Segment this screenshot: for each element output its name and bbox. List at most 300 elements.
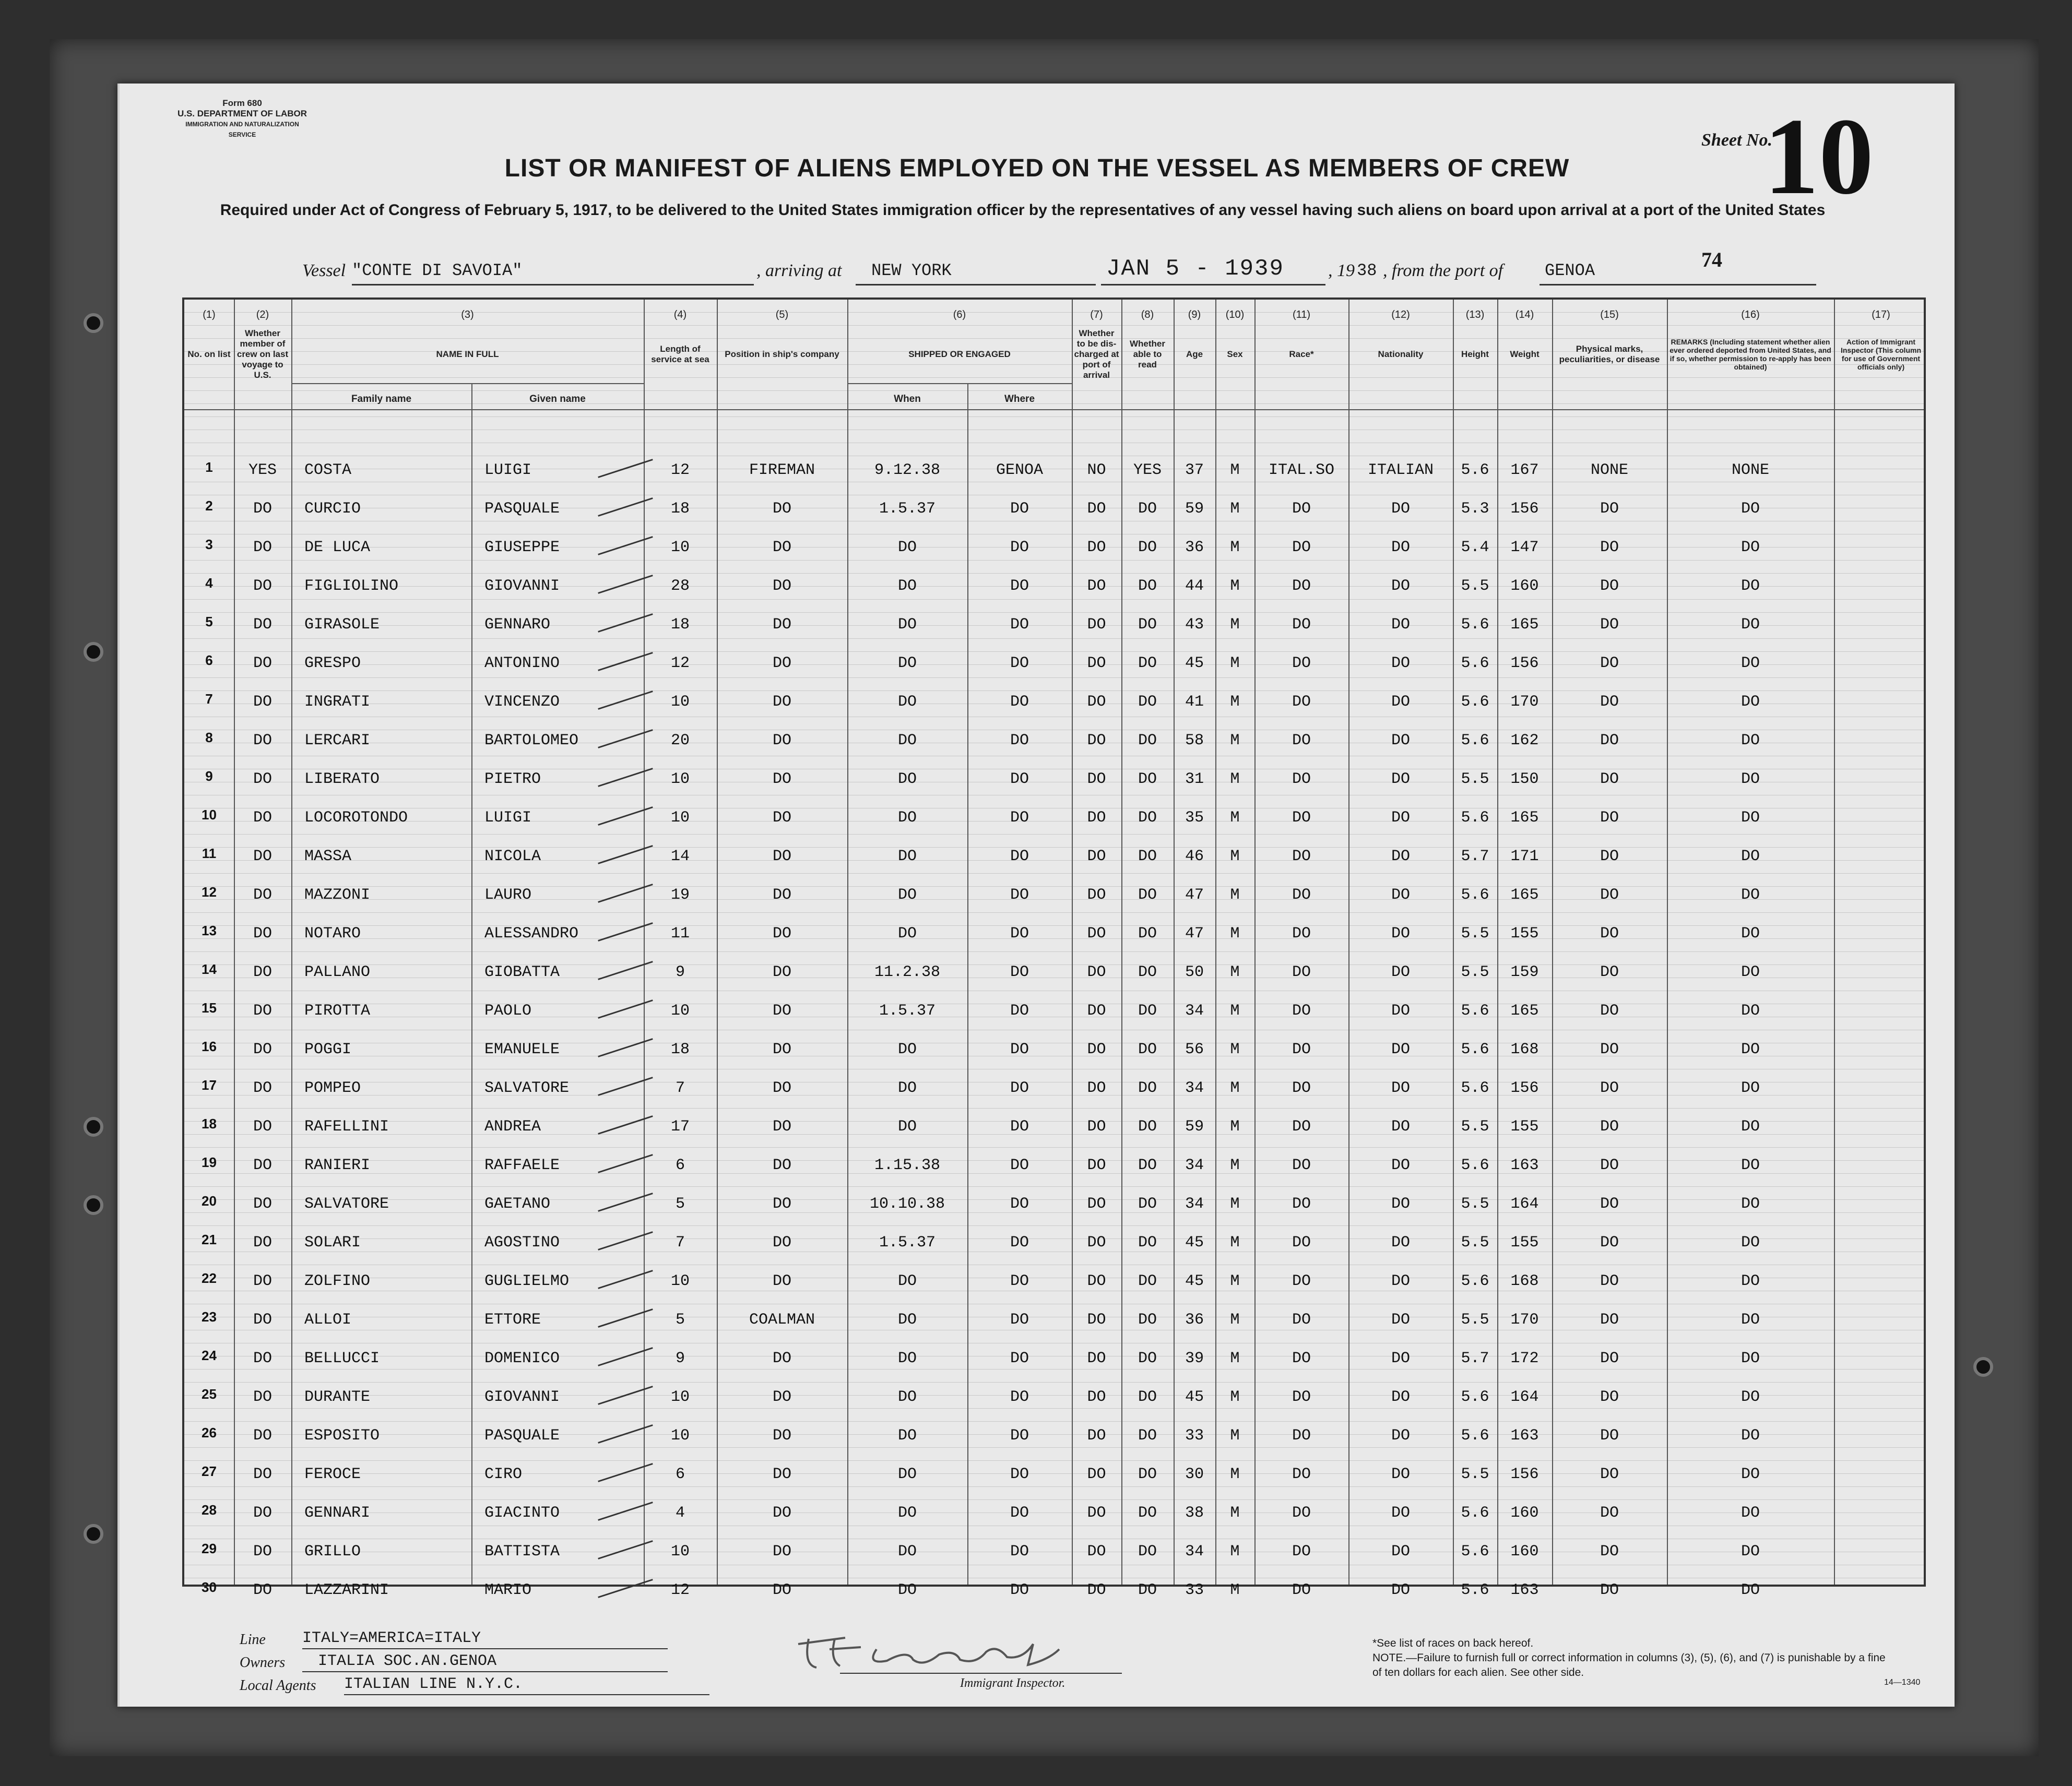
cell-marks: DO xyxy=(1600,1427,1619,1445)
cell-family: LAZZARINI xyxy=(304,1581,389,1599)
cell-age: 38 xyxy=(1185,1504,1204,1522)
cell-age: 44 xyxy=(1185,577,1204,595)
cell-position: DO xyxy=(772,732,791,749)
cell-position: DO xyxy=(772,1041,791,1058)
column-header: Position in ship's company xyxy=(725,349,839,359)
cell-where: DO xyxy=(1010,1234,1029,1252)
cell-member: DO xyxy=(253,1311,272,1329)
cell-when: 1.5.37 xyxy=(879,1002,936,1020)
cell-where: DO xyxy=(1010,500,1029,518)
cell-marks: DO xyxy=(1600,770,1619,788)
cell-remarks: DO xyxy=(1741,500,1760,518)
cell-where: DO xyxy=(1010,848,1029,865)
cell-read: DO xyxy=(1138,1427,1157,1445)
cell-service: 12 xyxy=(670,654,690,672)
cell-age: 56 xyxy=(1185,1041,1204,1058)
cell-height: 5.5 xyxy=(1461,1466,1489,1483)
cell-nationality: DO xyxy=(1391,886,1410,904)
cell-weight: 165 xyxy=(1510,1002,1539,1020)
cell-race: DO xyxy=(1292,1427,1311,1445)
cell-height: 5.6 xyxy=(1461,1427,1489,1445)
cell-given: PASQUALE xyxy=(484,500,560,518)
cell-discharged: DO xyxy=(1087,1543,1106,1561)
cell-marks: DO xyxy=(1600,577,1619,595)
cell-marks: DO xyxy=(1600,1581,1619,1599)
cell-marks: DO xyxy=(1600,1466,1619,1483)
cell-remarks: DO xyxy=(1741,1427,1760,1445)
cell-read: DO xyxy=(1138,809,1157,827)
cell-member: DO xyxy=(253,1118,272,1136)
cell-where: DO xyxy=(1010,1543,1029,1561)
sheet-number: 10 xyxy=(1764,96,1874,217)
cell-sex: M xyxy=(1230,693,1240,711)
cell-read: DO xyxy=(1138,1002,1157,1020)
cell-position: DO xyxy=(772,963,791,981)
column-number: (4) xyxy=(673,309,687,320)
cell-nationality: DO xyxy=(1391,1543,1410,1561)
cell-member: DO xyxy=(253,616,272,634)
cell-remarks: DO xyxy=(1741,848,1760,865)
cell-service: 11 xyxy=(670,925,690,943)
cell-family: MAZZONI xyxy=(304,886,371,904)
cell-no: 17 xyxy=(202,1077,217,1093)
cell-family: FEROCE xyxy=(304,1466,361,1483)
agents-label: Local Agents xyxy=(240,1677,316,1694)
cell-when: DO xyxy=(897,1350,917,1367)
cell-service: 28 xyxy=(670,577,690,595)
sheet-label: Sheet No. xyxy=(1701,130,1772,150)
column-header: Sex xyxy=(1227,349,1243,359)
cell-discharged: DO xyxy=(1087,693,1106,711)
cell-sex: M xyxy=(1230,1543,1240,1561)
cell-when: DO xyxy=(897,693,917,711)
cell-when: DO xyxy=(897,732,917,749)
cell-read: DO xyxy=(1138,732,1157,749)
cell-member: DO xyxy=(253,1041,272,1058)
column-number: (10) xyxy=(1225,309,1245,320)
cell-discharged: DO xyxy=(1087,1427,1106,1445)
cell-position: DO xyxy=(772,1234,791,1252)
cell-race: DO xyxy=(1292,539,1311,556)
form-reference xyxy=(174,98,310,140)
cell-where: DO xyxy=(1010,1079,1029,1097)
cell-family: NOTARO xyxy=(304,925,361,943)
cell-height: 5.6 xyxy=(1461,1041,1489,1058)
table-row xyxy=(184,1151,1928,1190)
cell-read: YES xyxy=(1133,461,1162,479)
cell-remarks: DO xyxy=(1741,886,1760,904)
cell-family: BELLUCCI xyxy=(304,1350,380,1367)
cell-weight: 159 xyxy=(1510,963,1539,981)
cell-where: DO xyxy=(1010,1272,1029,1290)
cell-given: GAETANO xyxy=(484,1195,551,1213)
cell-position: DO xyxy=(772,1272,791,1290)
cell-height: 5.6 xyxy=(1461,1388,1489,1406)
cell-remarks: DO xyxy=(1741,1079,1760,1097)
cell-height: 5.4 xyxy=(1461,539,1489,556)
cell-height: 5.6 xyxy=(1461,693,1489,711)
cell-service: 19 xyxy=(670,886,690,904)
column-number: (2) xyxy=(256,309,269,320)
cell-sex: M xyxy=(1230,732,1240,749)
column-number: (14) xyxy=(1515,309,1534,320)
cell-discharged: DO xyxy=(1087,539,1106,556)
cell-service: 20 xyxy=(670,732,690,749)
cell-nationality: DO xyxy=(1391,500,1410,518)
cell-given: ALESSANDRO xyxy=(484,925,579,943)
cell-read: DO xyxy=(1138,1543,1157,1561)
cell-no: 29 xyxy=(202,1541,217,1556)
cell-discharged: DO xyxy=(1087,1195,1106,1213)
cell-given: BATTISTA xyxy=(484,1543,560,1561)
cell-position: DO xyxy=(772,1504,791,1522)
cell-no: 28 xyxy=(202,1502,217,1518)
cell-sex: M xyxy=(1230,577,1240,595)
cell-age: 45 xyxy=(1185,1234,1204,1252)
table-row xyxy=(184,1383,1928,1422)
cell-discharged: DO xyxy=(1087,1079,1106,1097)
cell-discharged: DO xyxy=(1087,577,1106,595)
cell-height: 5.6 xyxy=(1461,654,1489,672)
cell-age: 34 xyxy=(1185,1157,1204,1174)
cell-marks: DO xyxy=(1600,1041,1619,1058)
table-row xyxy=(184,765,1928,804)
group-divider xyxy=(847,383,1072,384)
cell-when: 1.5.37 xyxy=(879,1234,936,1252)
cell-marks: DO xyxy=(1600,848,1619,865)
cell-age: 47 xyxy=(1185,925,1204,943)
cell-member: DO xyxy=(253,577,272,595)
cell-race: DO xyxy=(1292,770,1311,788)
cell-when: DO xyxy=(897,1581,917,1599)
cell-when: DO xyxy=(897,1079,917,1097)
cell-remarks: DO xyxy=(1741,1234,1760,1252)
cell-race: DO xyxy=(1292,1041,1311,1058)
cell-family: MASSA xyxy=(304,848,352,865)
cell-no: 2 xyxy=(205,498,213,514)
cell-nationality: DO xyxy=(1391,1234,1410,1252)
cell-marks: DO xyxy=(1600,539,1619,556)
cell-sex: M xyxy=(1230,1427,1240,1445)
cell-when: DO xyxy=(897,1543,917,1561)
cell-given: ETTORE xyxy=(484,1311,541,1329)
header-separator xyxy=(184,409,1924,410)
cell-discharged: DO xyxy=(1087,1311,1106,1329)
cell-position: DO xyxy=(772,770,791,788)
cell-read: DO xyxy=(1138,693,1157,711)
cell-age: 33 xyxy=(1185,1581,1204,1599)
cell-service: 17 xyxy=(670,1118,690,1136)
cell-family: COSTA xyxy=(304,461,352,479)
inspector-signature xyxy=(788,1628,1101,1675)
binder-hole xyxy=(1973,1357,1993,1377)
column-header: Whether member of crew on last voyage to U.S. xyxy=(236,328,289,380)
cell-remarks: DO xyxy=(1741,1311,1760,1329)
cell-race: DO xyxy=(1292,1350,1311,1367)
cell-height: 5.6 xyxy=(1461,1581,1489,1599)
cell-age: 36 xyxy=(1185,1311,1204,1329)
table-row xyxy=(184,1344,1928,1383)
cell-position: DO xyxy=(772,1079,791,1097)
cell-remarks: DO xyxy=(1741,1504,1760,1522)
cell-position: DO xyxy=(772,1581,791,1599)
cell-marks: DO xyxy=(1600,1272,1619,1290)
cell-nationality: DO xyxy=(1391,963,1410,981)
cell-read: DO xyxy=(1138,1350,1157,1367)
cell-race: ITAL.SO xyxy=(1268,461,1335,479)
cell-when: DO xyxy=(897,809,917,827)
cell-when: DO xyxy=(897,1118,917,1136)
cell-service: 4 xyxy=(675,1504,685,1522)
cell-weight: 167 xyxy=(1510,461,1539,479)
line-label: Line xyxy=(240,1632,266,1648)
arrival-port: NEW YORK xyxy=(871,261,952,280)
column-number: (9) xyxy=(1188,309,1201,320)
cell-weight: 170 xyxy=(1510,693,1539,711)
cell-discharged: DO xyxy=(1087,1157,1106,1174)
cell-read: DO xyxy=(1138,963,1157,981)
cell-nationality: DO xyxy=(1391,1157,1410,1174)
cell-race: DO xyxy=(1292,1157,1311,1174)
cell-sex: M xyxy=(1230,1388,1240,1406)
cell-given: AGOSTINO xyxy=(484,1234,560,1252)
column-number: (11) xyxy=(1292,309,1311,320)
cell-no: 9 xyxy=(205,768,213,784)
cell-given: MARIO xyxy=(484,1581,532,1599)
cell-given: GUGLIELMO xyxy=(484,1272,570,1290)
cell-family: RAFELLINI xyxy=(304,1118,389,1136)
cell-family: DURANTE xyxy=(304,1388,371,1406)
column-header: Length of service at sea xyxy=(651,344,709,364)
cell-nationality: DO xyxy=(1391,577,1410,595)
table-row xyxy=(184,456,1928,495)
cell-race: DO xyxy=(1292,654,1311,672)
cell-position: DO xyxy=(772,886,791,904)
cell-read: DO xyxy=(1138,1581,1157,1599)
cell-remarks: DO xyxy=(1741,1002,1760,1020)
column-number: (5) xyxy=(775,309,789,320)
cell-marks: DO xyxy=(1600,654,1619,672)
binder-hole xyxy=(84,1117,103,1137)
cell-weight: 156 xyxy=(1510,1466,1539,1483)
cell-read: DO xyxy=(1138,1234,1157,1252)
cell-remarks: DO xyxy=(1741,1581,1760,1599)
cell-position: DO xyxy=(772,616,791,634)
races-note: *See list of races on back hereof. xyxy=(1372,1637,1534,1649)
cell-where: DO xyxy=(1010,1041,1029,1058)
cell-member: DO xyxy=(253,732,272,749)
cell-service: 10 xyxy=(670,1427,690,1445)
table-row xyxy=(184,1306,1928,1344)
cell-height: 5.5 xyxy=(1461,925,1489,943)
cell-weight: 165 xyxy=(1510,616,1539,634)
cell-when: 9.12.38 xyxy=(874,461,941,479)
cell-position: DO xyxy=(772,809,791,827)
cell-age: 43 xyxy=(1185,616,1204,634)
cell-weight: 160 xyxy=(1510,1504,1539,1522)
cell-remarks: DO xyxy=(1741,1543,1760,1561)
cell-nationality: DO xyxy=(1391,848,1410,865)
table-row xyxy=(184,688,1928,727)
cell-weight: 150 xyxy=(1510,770,1539,788)
cell-where: DO xyxy=(1010,732,1029,749)
cell-height: 5.5 xyxy=(1461,1195,1489,1213)
cell-sex: M xyxy=(1230,1041,1240,1058)
cell-service: 18 xyxy=(670,1041,690,1058)
cell-when: DO xyxy=(897,1041,917,1058)
cell-marks: DO xyxy=(1600,1388,1619,1406)
cell-given: CIRO xyxy=(484,1466,523,1483)
cell-given: LAURO xyxy=(484,886,532,904)
cell-discharged: DO xyxy=(1087,925,1106,943)
cell-family: POMPEO xyxy=(304,1079,361,1097)
table-row xyxy=(184,804,1928,842)
cell-no: 25 xyxy=(202,1386,217,1402)
cell-height: 5.6 xyxy=(1461,1079,1489,1097)
cell-weight: 168 xyxy=(1510,1272,1539,1290)
signature-line xyxy=(840,1673,1122,1674)
cell-where: DO xyxy=(1010,770,1029,788)
arriving-label: , arriving at xyxy=(756,261,842,280)
cell-weight: 164 xyxy=(1510,1388,1539,1406)
binder-hole xyxy=(84,1524,103,1544)
cell-service: 10 xyxy=(670,770,690,788)
cell-member: DO xyxy=(253,1350,272,1367)
cell-weight: 147 xyxy=(1510,539,1539,556)
table-row xyxy=(184,572,1928,611)
column-number: (3) xyxy=(461,309,474,320)
cell-nationality: DO xyxy=(1391,1118,1410,1136)
cell-race: DO xyxy=(1292,616,1311,634)
cell-position: DO xyxy=(772,1350,791,1367)
cell-sex: M xyxy=(1230,1195,1240,1213)
cell-height: 5.6 xyxy=(1461,461,1489,479)
cell-given: EMANUELE xyxy=(484,1041,560,1058)
owners-value: ITALIA SOC.AN.GENOA xyxy=(318,1652,497,1670)
cell-no: 22 xyxy=(202,1270,217,1286)
table-row xyxy=(184,1422,1928,1460)
cell-service: 10 xyxy=(670,1543,690,1561)
subheader-family: Family name xyxy=(351,394,412,404)
cell-when: DO xyxy=(897,1466,917,1483)
cell-age: 58 xyxy=(1185,732,1204,749)
column-number: (8) xyxy=(1141,309,1154,320)
cell-race: DO xyxy=(1292,886,1311,904)
cell-age: 34 xyxy=(1185,1002,1204,1020)
cell-height: 5.6 xyxy=(1461,886,1489,904)
cell-member: DO xyxy=(253,693,272,711)
cell-read: DO xyxy=(1138,1311,1157,1329)
cell-no: 14 xyxy=(202,961,217,977)
cell-member: DO xyxy=(253,1195,272,1213)
cell-discharged: DO xyxy=(1087,732,1106,749)
cell-member: DO xyxy=(253,1427,272,1445)
cell-race: DO xyxy=(1292,1002,1311,1020)
cell-age: 30 xyxy=(1185,1466,1204,1483)
cell-when: DO xyxy=(897,1504,917,1522)
cell-given: ANTONINO xyxy=(484,654,560,672)
cell-read: DO xyxy=(1138,1466,1157,1483)
cell-where: DO xyxy=(1010,1504,1029,1522)
cell-marks: DO xyxy=(1600,809,1619,827)
cell-where: DO xyxy=(1010,1002,1029,1020)
cell-service: 10 xyxy=(670,693,690,711)
cell-member: DO xyxy=(253,770,272,788)
column-header: SHIPPED OR ENGAGED xyxy=(908,349,1011,359)
cell-where: DO xyxy=(1010,1581,1029,1599)
cell-where: DO xyxy=(1010,654,1029,672)
column-header: NAME IN FULL xyxy=(436,349,499,359)
table-row xyxy=(184,611,1928,649)
cell-family: LERCARI xyxy=(304,732,371,749)
cell-race: DO xyxy=(1292,500,1311,518)
table-row xyxy=(184,1538,1928,1576)
cell-family: LOCOROTONDO xyxy=(304,809,408,827)
cell-position: DO xyxy=(772,848,791,865)
cell-age: 36 xyxy=(1185,539,1204,556)
cell-when: DO xyxy=(897,886,917,904)
cell-discharged: NO xyxy=(1087,461,1106,479)
date-stamp: JAN 5 - 1939 xyxy=(1106,256,1284,282)
cell-read: DO xyxy=(1138,1388,1157,1406)
cell-service: 9 xyxy=(675,1350,685,1367)
cell-marks: DO xyxy=(1600,1079,1619,1097)
cell-height: 5.6 xyxy=(1461,616,1489,634)
cell-sex: M xyxy=(1230,848,1240,865)
cell-read: DO xyxy=(1138,886,1157,904)
cell-position: DO xyxy=(772,500,791,518)
cell-family: GENNARI xyxy=(304,1504,371,1522)
cell-member: DO xyxy=(253,925,272,943)
cell-given: GIACINTO xyxy=(484,1504,560,1522)
cell-sex: M xyxy=(1230,1272,1240,1290)
cell-age: 34 xyxy=(1185,1543,1204,1561)
cell-no: 24 xyxy=(202,1348,217,1363)
table-row xyxy=(184,1460,1928,1499)
cell-when: DO xyxy=(897,1388,917,1406)
handwritten-number: 74 xyxy=(1701,248,1722,271)
cell-remarks: DO xyxy=(1741,1350,1760,1367)
cell-weight: 165 xyxy=(1510,809,1539,827)
cell-age: 46 xyxy=(1185,848,1204,865)
cell-when: DO xyxy=(897,1311,917,1329)
cell-marks: DO xyxy=(1600,693,1619,711)
cell-member: DO xyxy=(253,539,272,556)
cell-when: DO xyxy=(897,1272,917,1290)
column-number: (16) xyxy=(1741,309,1760,320)
cell-given: ANDREA xyxy=(484,1118,541,1136)
cell-age: 45 xyxy=(1185,654,1204,672)
cell-height: 5.6 xyxy=(1461,732,1489,749)
cell-read: DO xyxy=(1138,577,1157,595)
cell-race: DO xyxy=(1292,1543,1311,1561)
cell-when: DO xyxy=(897,616,917,634)
subheader-when: When xyxy=(894,394,921,404)
table-row xyxy=(184,1267,1928,1306)
document-subtitle: Required under Act of Congress of February 5, 1917, to be delivered to the United States immigration officer by the representatives of any vessel having such aliens on board upon arrival at a port of the United States xyxy=(220,201,1826,219)
table-row xyxy=(184,533,1928,572)
cell-discharged: DO xyxy=(1087,809,1106,827)
column-header: Age xyxy=(1186,349,1203,359)
cell-age: 34 xyxy=(1185,1079,1204,1097)
cell-weight: 160 xyxy=(1510,577,1539,595)
cell-discharged: DO xyxy=(1087,1388,1106,1406)
cell-read: DO xyxy=(1138,1041,1157,1058)
cell-sex: M xyxy=(1230,925,1240,943)
column-number: (1) xyxy=(203,309,216,320)
cell-nationality: DO xyxy=(1391,1350,1410,1367)
table-row xyxy=(184,842,1928,881)
